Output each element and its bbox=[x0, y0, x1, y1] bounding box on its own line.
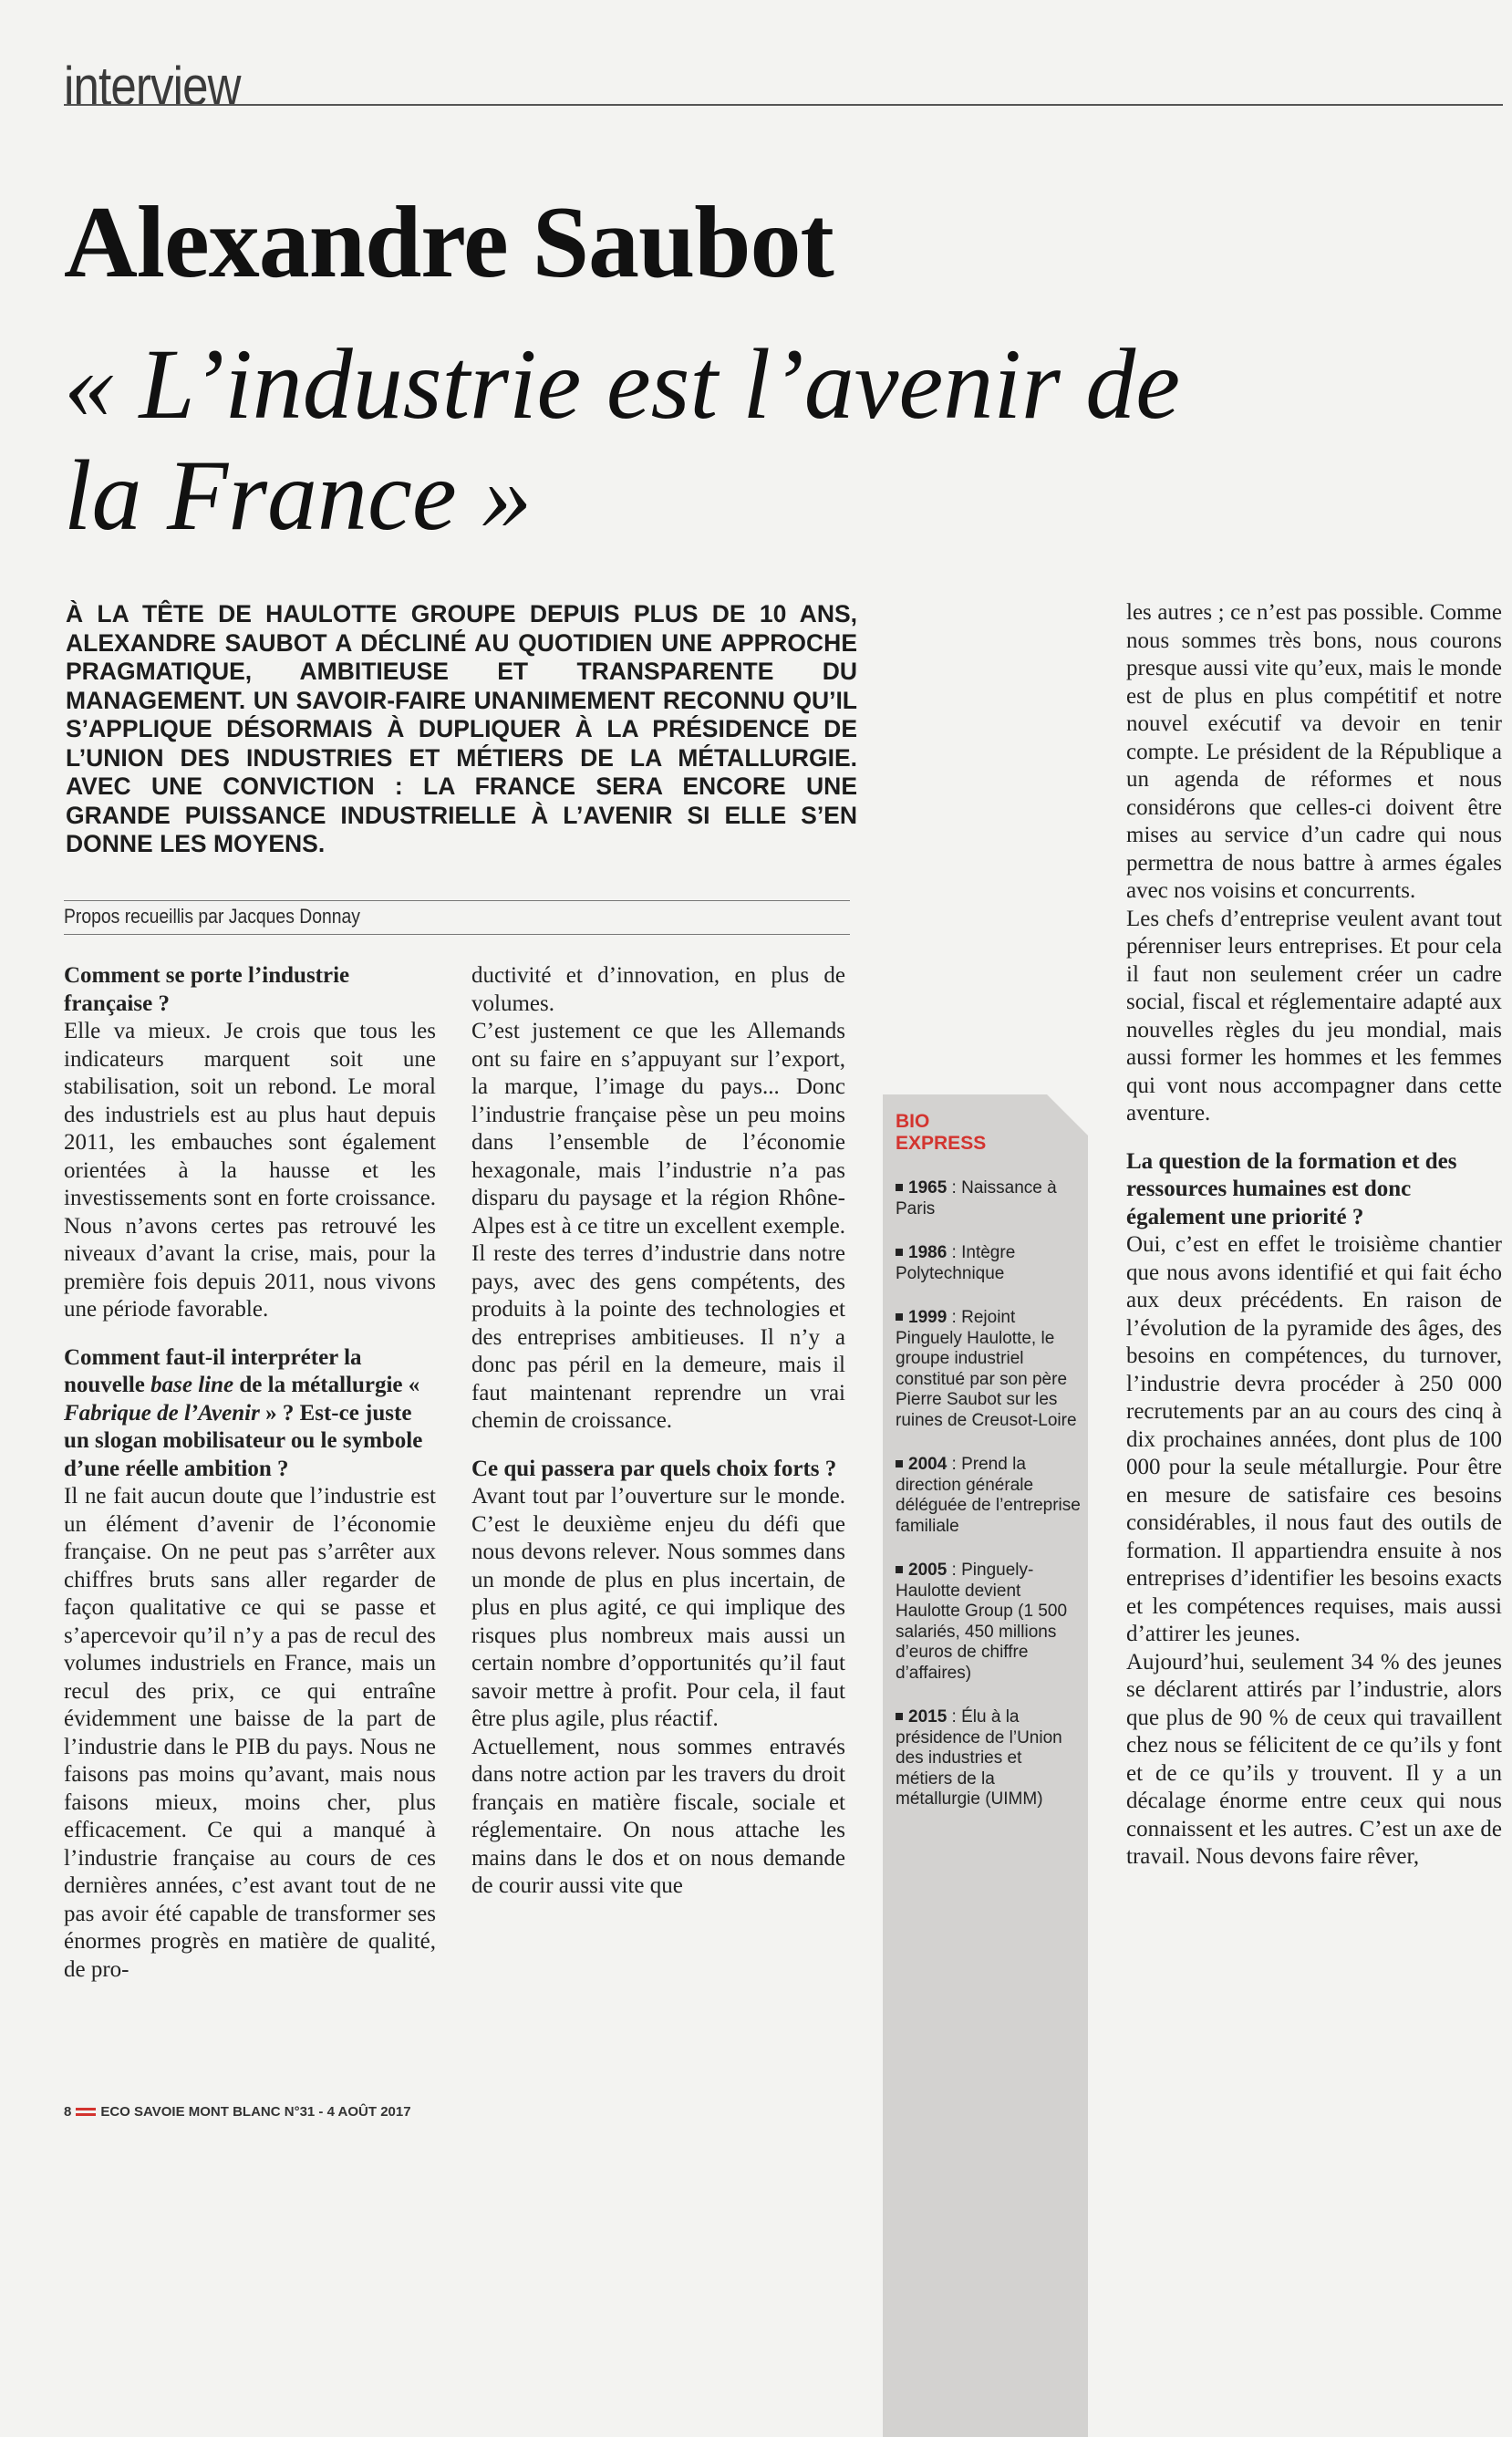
answer-2-continued: ductivité et d’innovation, en plus de volumes. bbox=[471, 963, 845, 1016]
answer-3-continued: les autres ; ce n’est pas possible. Comme nous sommes très bons, nous courons presque aussi vite qu’eux, mais le monde est de plus en plus compétitif et notre nouvel exécutif va devoir en tenir compte. Le président de la République a un agenda de réformes et nous considérons que celles-ci doivent être mises au service d’un cadre qui nous permettra de nous battre à armes égales avec nos voisins et concurrents. bbox=[1126, 600, 1502, 903]
answer-2-paragraph: C’est justement ce que les Allemands ont su faire en s’appuyant sur l’export, la marque, l’image du pays... Donc l’industrie française pèse un peu moins dans l’ensemble de l’économie hexagonale, mais l’industrie n’a pas disparu du paysage et la région Rhône-Alpes est à ce titre un excellent exemple. Il reste des terres d’industrie dans notre pays, avec des gens compétents, des produits à la pointe des technologies et des entreprises ambitieuses. Il n’y a donc pas péril en la demeure, mais il faut maintenant reprendre un vrai chemin de croissance. bbox=[471, 1019, 845, 1433]
bullet-square-icon bbox=[896, 1313, 903, 1321]
article-lead: À LA TÊTE DE HAULOTTE GROUPE DEPUIS PLUS DE 10 ANS, ALEXANDRE SAUBOT A DÉCLINÉ AU QUOTIDIEN UNE APPROCHE PRAGMATIQUE, AMBITIEUSE ET TRANSPARENTE DU MANAGEMENT. UN SAVOIR-FAIRE UNANIMEMENT RECONNU QU’IL S’APPLIQUE DÉSORMAIS À DUPLIQUER À LA PRÉSIDENCE DE L’UNION DES INDUSTRIES ET MÉTIERS DE LA MÉTALLURGIE. AVEC UNE CONVICTION : LA FRANCE SERA ENCORE UNE GRANDE PUISSANCE INDUSTRIELLE À L’AVENIR SI ELLE S’EN DONNE LES MOYENS. bbox=[66, 600, 857, 857]
bio-item: 1986 : Intègre Polytechnique bbox=[896, 1243, 1016, 1283]
bullet-square-icon bbox=[896, 1460, 903, 1467]
bullet-square-icon bbox=[896, 1249, 903, 1256]
bullet-square-icon bbox=[896, 1566, 903, 1573]
bullet-square-icon bbox=[896, 1713, 903, 1720]
magazine-name: ECO SAVOIE MONT BLANC bbox=[100, 2104, 281, 2120]
question-3: Ce qui passera par quels choix forts ? bbox=[471, 1456, 837, 1481]
byline-rule-bottom bbox=[64, 934, 850, 935]
byline: Propos recueillis par Jacques Donnay bbox=[64, 905, 360, 928]
byline-rule-top bbox=[64, 900, 850, 901]
bio-express-list bbox=[896, 1178, 1082, 1834]
flag-icon bbox=[76, 2108, 96, 2116]
question-1: Comment se porte l’industrie française ? bbox=[64, 963, 350, 1016]
answer-4: Oui, c’est en effet le troisième chantier que nous avons identifié et qui fait écho aux deux précédents. En raison de l’évolution de la pyramide des âges, des besoins en compétences, du turnover, l’industrie devra procéder à 250 000 recrutements par an au cours des cinq à dix prochaines années, dont plus de 100 000 pour la seule métallurgie. Pour être en mesure de satisfaire ces besoins considérables, il nous faut des outils de formation. Il appartiendra ensuite à nos entreprises d’identifier les besoins exacts et les compétences requises, mais aussi d’attirer les jeunes. bbox=[1126, 1232, 1502, 1646]
bullet-square-icon bbox=[896, 1184, 903, 1191]
question-2: Comment faut-il interpréter la nouvelle base line de la métallurgie « Fabrique de l’Avenir » ? Est-ce juste un slogan mobilisateur ou le symbole d’une réelle ambition ? bbox=[64, 1344, 423, 1481]
issue-info: N°31 - 4 AOÛT 2017 bbox=[284, 2104, 411, 2120]
article-headline-quote: « L’industrie est l’avenir de la France » bbox=[64, 328, 1181, 551]
bio-express-title: BIO EXPRESS bbox=[896, 1111, 987, 1154]
question-4: La question de la formation et des ressources humaines est donc également une priorité ? bbox=[1126, 1148, 1457, 1229]
section-tag: interview bbox=[64, 56, 241, 117]
answer-2: Il ne fait aucun doute que l’industrie est un élément d’avenir de l’économie française. On ne peut pas s’arrêter aux chiffres bruts sans aller regarder de façon qualitative ce qui se passe et s’apercevoir qu’il n’y a pas de recul des volumes industriels en France, mais un recul des prix, ce qui entraîne évidemment une baisse de la part de l’industrie dans le PIB du pays. Nous ne faisons pas moins qu’avant, mais nous faisons mieux, moins cher, plus efficacement. Ce qui a manqué à l’industrie française au cours de ces dernières années, c’est avant tout de ne pas avoir été capable de transformer ses énormes progrès en matière de qualité, de pro- bbox=[64, 1484, 436, 1982]
answer-3-paragraph: Actuellement, nous sommes entravés dans notre action par les travers du droit français en matière fiscale, sociale et réglementaire. On nous attache les mains dans le dos et on nous demande de courir aussi vite que bbox=[471, 1734, 845, 1898]
answer-3-final-paragraph: Les chefs d’entreprise veulent avant tout pérenniser leurs entreprises. Et pour cela il faut non seulement créer un cadre social, fiscal et réglementaire adapté aux nouvelles règles du jeu mondial, mais aussi former les hommes et les femmes qui vont nous accompagner dans cette aventure. bbox=[1126, 906, 1502, 1125]
text-column-3 bbox=[1126, 599, 1502, 1872]
answer-1: Elle va mieux. Je crois que tous les indicateurs marquent soit une stabilisation, soit un rebond. Le moral des industriels est au plus haut depuis 2011, les embauches sont également orientées à la hausse et les investissements sont en forte croissance. Nous n’avons certes pas retrouvé les niveaux d’avant la crise, mais, pour la première fois depuis 2011, nous vivons une période favorable. bbox=[64, 1019, 436, 1322]
page-footer bbox=[64, 2104, 411, 2120]
text-column-1 bbox=[64, 962, 436, 1984]
page-number: 8 bbox=[64, 2104, 72, 2120]
text-column-2 bbox=[471, 962, 845, 1901]
article-title: Alexandre Saubot bbox=[64, 186, 834, 299]
answer-3: Avant tout par l’ouverture sur le monde. C’est le deuxième enjeu du défi que nous devons relever. Nous sommes dans un monde de plus en plus incertain, de plus en plus agité, ce qui implique des risques plus nombreux mais aussi un certain nombre d’opportunités qu’il faut savoir mettre à profit. Pour cela, il faut être plus agile, plus réactif. bbox=[471, 1484, 845, 1731]
bio-item: 2005 : Pinguely-Haulotte devient Haulotte Group (1 500 salariés, 450 millions d’euros de chiffre d’affaires) bbox=[896, 1561, 1068, 1683]
bio-item: 2015 : Élu à la présidence de l’Union des industries et métiers de la métallurgie (UIMM) bbox=[896, 1707, 1062, 1809]
bio-item: 2004 : Prend la direction générale déléguée de l’entreprise familiale bbox=[896, 1455, 1081, 1536]
bio-item: 1965 : Naissance à Paris bbox=[896, 1178, 1057, 1218]
section-rule bbox=[64, 104, 1503, 106]
bio-item: 1999 : Rejoint Pinguely Haulotte, le groupe industriel constitué par son père Pierre Saubot sur les ruines de Creusot-Loire bbox=[896, 1308, 1077, 1430]
answer-4-paragraph: Aujourd’hui, seulement 34 % des jeunes se déclarent attirés par l’industrie, alors que plus de 90 % de ceux qui travaillent chez nous se félicitent de ce qu’ils y font et de ce qu’ils y trouvent. Il y a un décalage énorme entre ceux qui nous connaissent et les autres. C’est un axe de travail. Nous devons faire rêver, bbox=[1126, 1649, 1502, 1869]
